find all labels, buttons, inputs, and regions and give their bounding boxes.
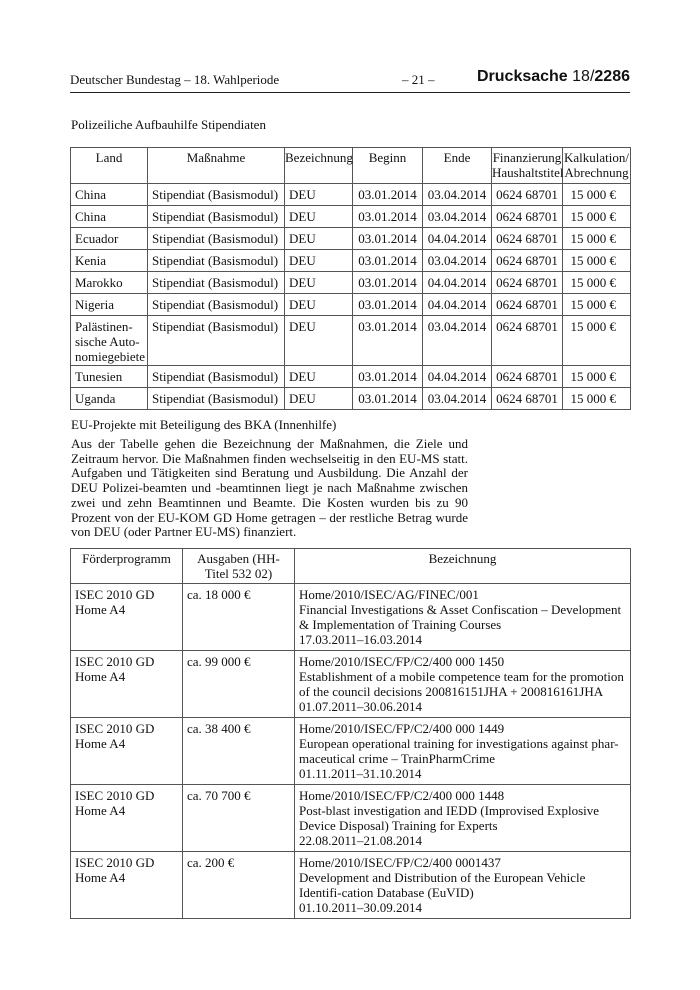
cell-programm: ISEC 2010 GD Home A4 [71,785,183,852]
cell-bezeichnung: DEU [285,250,353,272]
cell-beginn: 03.01.2014 [353,294,423,316]
bezeichnung-line: Establishment of a mobile competence team for the promotion of the council decisions 200816151JHA + 200816161JHA [299,669,624,699]
cell-finanzierung: 0624 68701 [492,250,563,272]
cell-bezeichnung: DEU [285,184,353,206]
cell-programm: ISEC 2010 GD Home A4 [71,584,183,651]
col-header-bezeichnung: Bezeichnung [295,549,631,584]
cell-beginn: 03.01.2014 [353,184,423,206]
cell-land: Uganda [71,388,148,410]
cell-land: China [71,184,148,206]
cell-kalkulation: 15 000 € [563,316,631,366]
cell-ausgaben: ca. 38 400 € [183,718,295,785]
table-row [71,228,631,250]
cell-massnahme: Stipendiat (Basismodul) [148,184,285,206]
cell-bezeichnung [295,584,631,651]
cell-massnahme: Stipendiat (Basismodul) [148,294,285,316]
cell-bezeichnung: DEU [285,388,353,410]
bezeichnung-line: 17.03.2011–16.03.2014 [299,632,423,647]
cell-bezeichnung: DEU [285,316,353,366]
cell-ende: 03.04.2014 [423,184,492,206]
cell-programm: ISEC 2010 GD Home A4 [71,852,183,919]
col-header-kalkulation: Kalkulation/ Abrechnung [563,148,631,184]
col-header-land: Land [71,148,148,184]
cell-massnahme: Stipendiat (Basismodul) [148,366,285,388]
bezeichnung-line: 22.08.2011–21.08.2014 [299,833,423,848]
cell-beginn: 03.01.2014 [353,206,423,228]
cell-bezeichnung: DEU [285,228,353,250]
cell-beginn: 03.01.2014 [353,228,423,250]
cell-bezeichnung: DEU [285,206,353,228]
table-row [71,206,631,228]
section-title-stipendiaten: Polizeiliche Aufbauhilfe Stipendiaten [71,117,266,132]
col-header-bezeichnung: Bezeichnung [285,148,353,184]
cell-massnahme: Stipendiat (Basismodul) [148,250,285,272]
cell-bezeichnung: DEU [285,272,353,294]
cell-kalkulation: 15 000 € [563,206,631,228]
cell-kalkulation: 15 000 € [563,388,631,410]
cell-ende: 04.04.2014 [423,366,492,388]
cell-kalkulation: 15 000 € [563,250,631,272]
cell-finanzierung: 0624 68701 [492,206,563,228]
cell-ausgaben: ca. 70 700 € [183,785,295,852]
cell-finanzierung: 0624 68701 [492,388,563,410]
cell-bezeichnung [295,651,631,718]
cell-ausgaben: ca. 99 000 € [183,651,295,718]
section-title-eu-projekte: EU-Projekte mit Beteiligung des BKA (Innenhilfe) [71,417,337,432]
cell-kalkulation: 15 000 € [563,228,631,250]
col-header-programm: Förderprogramm [71,549,183,584]
table-row [71,852,631,919]
cell-massnahme: Stipendiat (Basismodul) [148,316,285,366]
page-header [70,70,630,93]
table-row [71,785,631,852]
cell-beginn: 03.01.2014 [353,316,423,366]
table-header-row [71,148,631,184]
col-header-ende: Ende [423,148,492,184]
bezeichnung-line: Post-blast investigation and IEDD (Improvised Explosive Device Disposal) Training for Experts [299,803,600,833]
cell-land: Ecuador [71,228,148,250]
col-header-finanzierung: Finanzierung Haushaltstitel [492,148,563,184]
bezeichnung-line: Home/2010/ISEC/FP/C2/400 000 1450 [299,654,505,669]
cell-bezeichnung: DEU [285,294,353,316]
table-row [71,294,631,316]
bezeichnung-line: Home/2010/ISEC/FP/C2/400 000 1449 [299,721,505,736]
col-header-massnahme: Maßnahme [148,148,285,184]
cell-ende: 03.04.2014 [423,316,492,366]
table-row [71,388,631,410]
cell-finanzierung: 0624 68701 [492,272,563,294]
cell-land: Marokko [71,272,148,294]
cell-ende: 04.04.2014 [423,294,492,316]
doc-label: Drucksache [476,68,568,85]
cell-massnahme: Stipendiat (Basismodul) [148,206,285,228]
cell-finanzierung: 0624 68701 [492,294,563,316]
bezeichnung-line: Home/2010/ISEC/FP/C2/400 000 1448 [299,788,505,803]
cell-land: Nigeria [71,294,148,316]
cell-kalkulation: 15 000 € [563,294,631,316]
cell-kalkulation: 15 000 € [563,184,631,206]
cell-ende: 03.04.2014 [423,388,492,410]
cell-land: Tunesien [71,366,148,388]
cell-ende: 04.04.2014 [423,272,492,294]
bezeichnung-line: 01.10.2011–30.09.2014 [299,900,423,915]
cell-ende: 03.04.2014 [423,206,492,228]
table-row [71,366,631,388]
section-paragraph: Aus der Tabelle gehen die Bezeichnung der Maßnahmen, die Ziele und Zeitraum hervor. Die Maßnahmen finden wechselseitig in den EU-MS statt. Aufgaben und Tätigkeiten sind Beratung und Ausbildung. Die Anzahl der DEU Polizei-beamten und -beamtinnen liegt je nach Maßnahme zwischen zwei und zehn Beamtinnen und Beamte. Die Kosten wurden bis zu 90 Prozent von der EU-KOM GD Home getragen – der restliche Betrag wurde von DEU (oder Partner EU-MS) finanziert. [71,436,468,540]
col-header-beginn: Beginn [353,148,423,184]
bezeichnung-line: Home/2010/ISEC/FP/C2/400 0001437 [299,855,501,870]
page-number: – 21 – [402,72,435,87]
cell-massnahme: Stipendiat (Basismodul) [148,388,285,410]
doc-num-prefix: 18/ [572,68,595,85]
header-publication: Deutscher Bundestag – 18. Wahlperiode [70,72,280,87]
bezeichnung-line: Development and Distribution of the European Vehicle Identifi-cation Database (EuVID) [299,870,586,900]
cell-finanzierung: 0624 68701 [492,316,563,366]
bezeichnung-line: 01.11.2011–31.10.2014 [299,766,422,781]
cell-land: Kenia [71,250,148,272]
cell-ausgaben: ca. 18 000 € [183,584,295,651]
cell-bezeichnung [295,852,631,919]
cell-kalkulation: 15 000 € [563,272,631,294]
bezeichnung-line: 01.07.2011–30.06.2014 [299,699,423,714]
cell-bezeichnung [295,718,631,785]
table-row [71,184,631,206]
table-row [71,250,631,272]
col-header-ausgaben: Ausgaben (HH-Titel 532 02) [183,549,295,584]
cell-programm: ISEC 2010 GD Home A4 [71,718,183,785]
cell-land: Palästinen-sische Auto-nomiegebiete [71,316,148,366]
cell-beginn: 03.01.2014 [353,366,423,388]
cell-beginn: 03.01.2014 [353,250,423,272]
cell-massnahme: Stipendiat (Basismodul) [148,228,285,250]
cell-bezeichnung: DEU [285,366,353,388]
cell-kalkulation: 15 000 € [563,366,631,388]
eu-projects-table [70,548,631,919]
cell-ende: 03.04.2014 [423,250,492,272]
table-row [71,584,631,651]
table-row [71,718,631,785]
table-row [71,316,631,366]
cell-beginn: 03.01.2014 [353,388,423,410]
cell-programm: ISEC 2010 GD Home A4 [71,651,183,718]
bezeichnung-line: Home/2010/ISEC/AG/FINEC/001 [299,587,479,602]
cell-finanzierung: 0624 68701 [492,184,563,206]
bezeichnung-line: European operational training for investigations against phar-maceutical crime – TrainPharmCrime [299,736,619,766]
cell-beginn: 03.01.2014 [353,272,423,294]
cell-ausgaben: ca. 200 € [183,852,295,919]
stipendiaten-table [70,147,631,410]
cell-finanzierung: 0624 68701 [492,366,563,388]
cell-bezeichnung [295,785,631,852]
bezeichnung-line: Financial Investigations & Asset Confiscation – Development & Implementation of Training Courses [299,602,622,632]
cell-land: China [71,206,148,228]
table-row [71,651,631,718]
table-header-row [71,549,631,584]
doc-num-suffix: 2286 [594,68,630,85]
document-number [477,68,630,86]
table-row [71,272,631,294]
cell-ende: 04.04.2014 [423,228,492,250]
cell-finanzierung: 0624 68701 [492,228,563,250]
cell-massnahme: Stipendiat (Basismodul) [148,272,285,294]
